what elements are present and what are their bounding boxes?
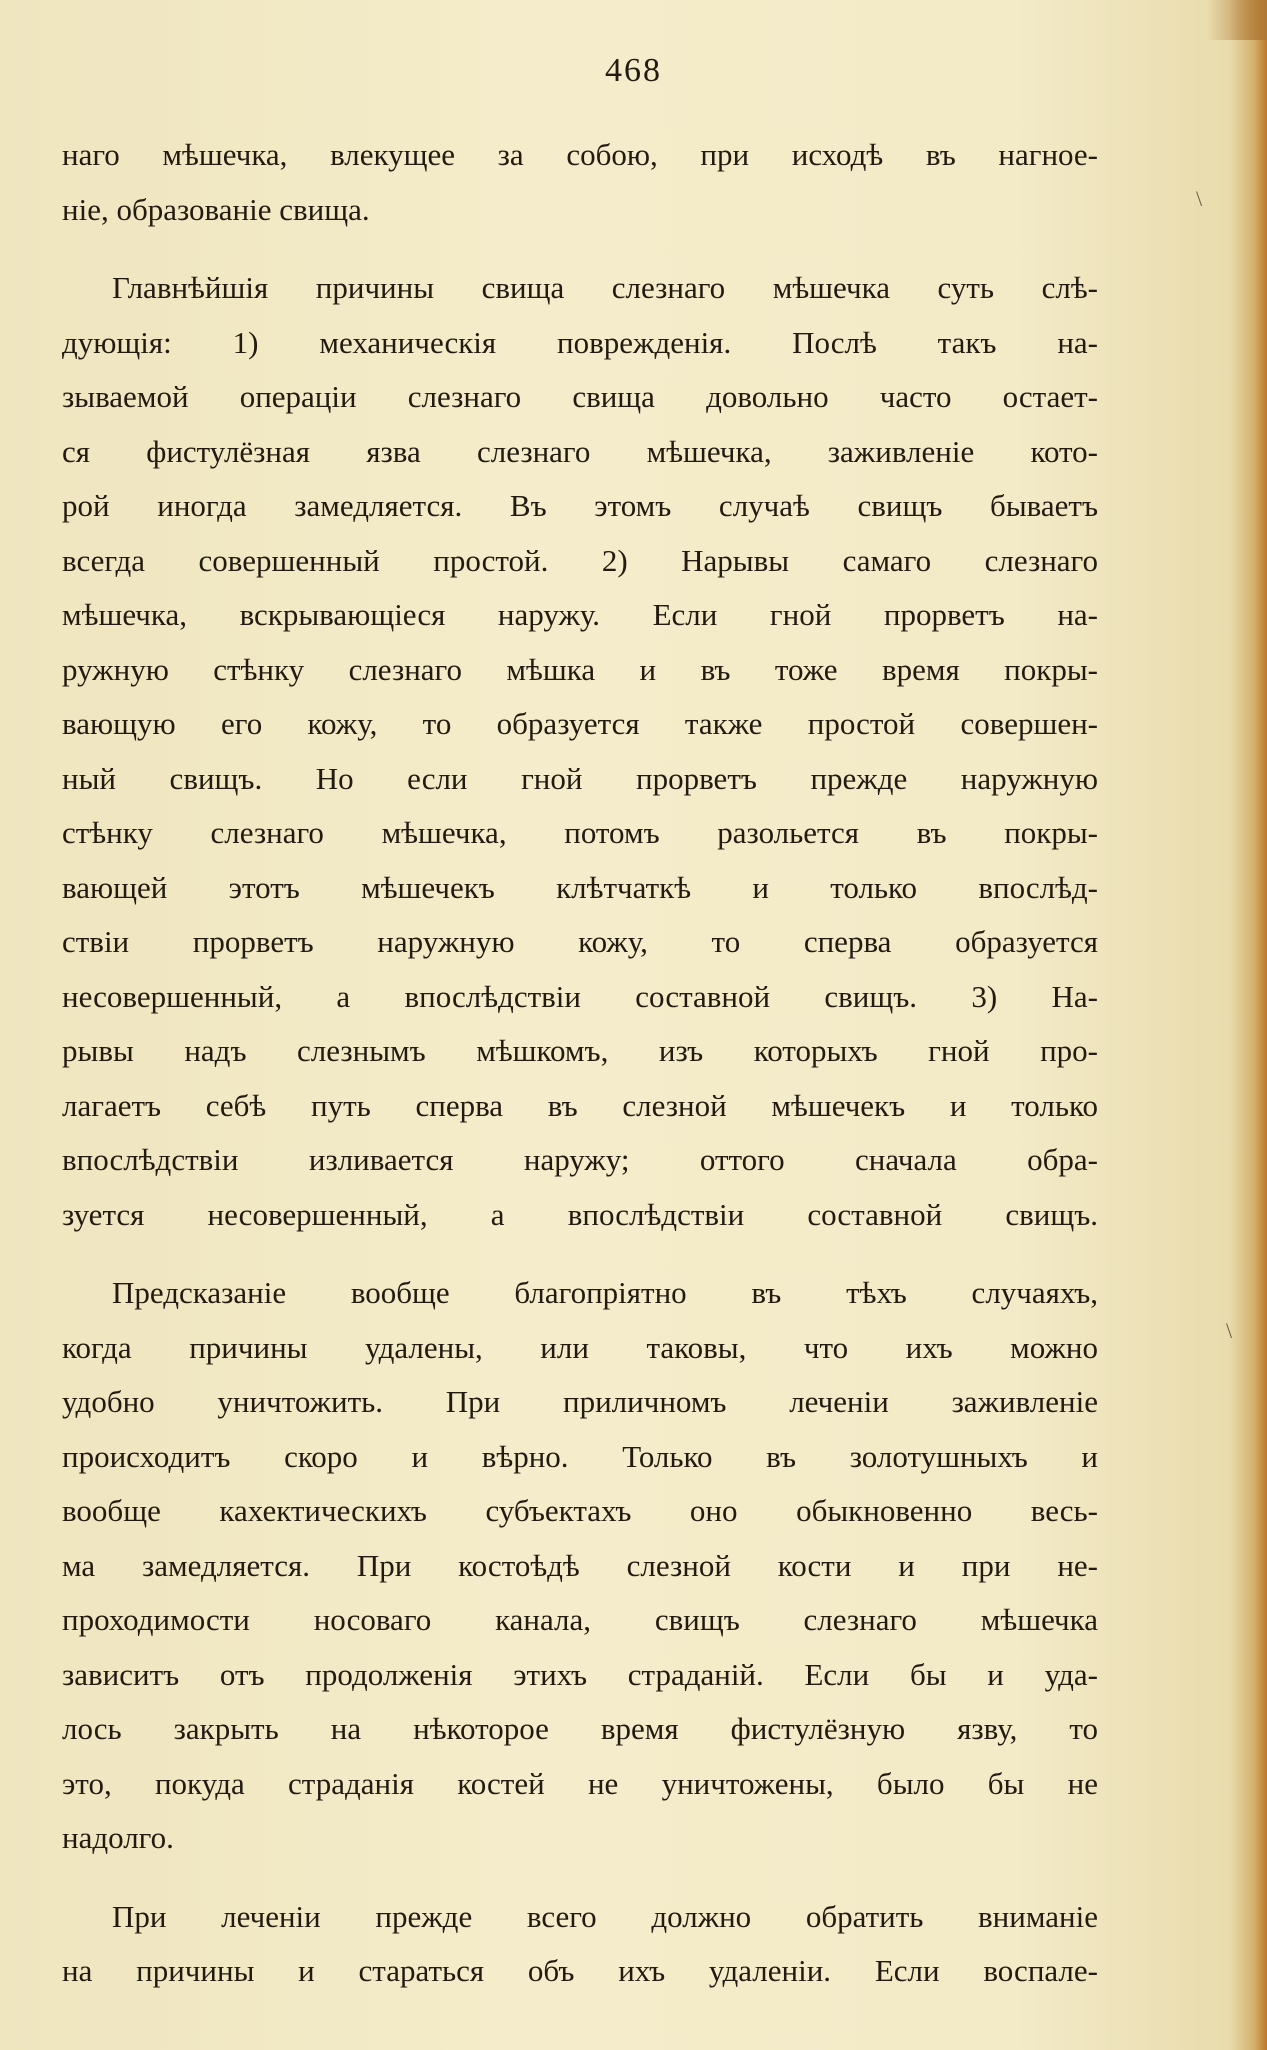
margin-mark: \ <box>1196 186 1203 211</box>
text-line: наго мѣшечка, влекущее за собою, при исходѣ въ нагное- <box>62 137 1098 172</box>
margin-mark: \ <box>1226 1318 1233 1343</box>
text-line: Главнѣйшія причины свища слезнаго мѣшечка суть слѣ- <box>112 270 1098 305</box>
text-line: зависитъ отъ продолженія этихъ страданій. Если бы и уда- <box>62 1656 1098 1692</box>
text-line: надолго. <box>62 1820 174 1855</box>
text-line: зываемой операціи слезнаго свища довольно часто остает- <box>62 379 1098 414</box>
paragraph-4 <box>62 1890 1098 1999</box>
text-line: ный свищъ. Но если гной прорветъ прежде наружную <box>62 760 1098 796</box>
body-text <box>62 128 1098 1999</box>
paragraph-3 <box>62 1266 1098 1866</box>
text-line: всегда совершенный простой. 2) Нарывы самаго слезнаго <box>62 542 1098 578</box>
text-line: когда причины удалены, или таковы, что ихъ можно <box>62 1329 1098 1365</box>
text-line: вообще кахектическихъ субъектахъ оно обыкновенно весь- <box>62 1493 1098 1528</box>
text-line: ружную стѣнку слезнаго мѣшка и въ тоже время покры- <box>62 651 1098 687</box>
page-edge-shadow <box>1253 0 1267 2050</box>
text-line: мѣшечка, вскрывающіеся наружу. Если гной прорветъ на- <box>62 597 1098 632</box>
text-line: лагаетъ себѣ путь сперва въ слезной мѣшечекъ и только <box>62 1087 1098 1123</box>
text-line: рой иногда замедляется. Въ этомъ случаѣ свищъ бываетъ <box>62 488 1098 523</box>
text-line: вающей этотъ мѣшечекъ клѣтчаткѣ и только впослѣд- <box>62 869 1098 905</box>
paragraph-2 <box>62 261 1098 1242</box>
page-number: 468 <box>605 52 662 89</box>
text-line: зуется несовершенный, а впослѣдствіи составной свищъ. <box>62 1196 1098 1232</box>
text-line: ніе, образованіе свища. <box>62 191 370 227</box>
text-line: стѣнку слезнаго мѣшечка, потомъ разольется въ покры- <box>62 815 1098 850</box>
text-line: Предсказаніе вообще благопріятно въ тѣхъ случаяхъ, <box>112 1275 1098 1310</box>
text-line: впослѣдствіи изливается наружу; оттого сначала обра- <box>62 1142 1098 1177</box>
page-corner-shadow <box>1207 0 1267 40</box>
text-line: дующія: 1) механическія поврежденія. Послѣ такъ на- <box>62 324 1098 360</box>
text-line: это, покуда страданія костей не уничтожены, было бы не <box>62 1765 1098 1801</box>
text-line: ствіи прорветъ наружную кожу, то сперва образуется <box>62 924 1098 959</box>
paragraph-1 <box>62 128 1098 237</box>
text-line: вающую его кожу, то образуется также простой совершен- <box>62 706 1098 741</box>
text-line: рывы надъ слезнымъ мѣшкомъ, изъ которыхъ гной про- <box>62 1033 1098 1068</box>
text-line: лось закрыть на нѣкоторое время фистулёзную язву, то <box>62 1711 1098 1746</box>
text-line: удобно уничтожить. При приличномъ леченіи заживленіе <box>62 1384 1098 1419</box>
text-line: происходитъ скоро и вѣрно. Только въ золотушныхъ и <box>62 1438 1098 1474</box>
text-line: ма замедляется. При костоѣдѣ слезной кости и при не- <box>62 1547 1098 1583</box>
text-line: проходимости носоваго канала, свищъ слезнаго мѣшечка <box>62 1602 1098 1637</box>
text-line: При леченіи прежде всего должно обратить вниманіе <box>112 1898 1098 1934</box>
text-line: ся фистулёзная язва слезнаго мѣшечка, заживленіе кото- <box>62 433 1098 469</box>
text-line: несовершенный, а впослѣдствіи составной свищъ. 3) На- <box>62 978 1098 1014</box>
text-line: на причины и стараться объ ихъ удаленіи. Если воспале- <box>62 1953 1098 1988</box>
